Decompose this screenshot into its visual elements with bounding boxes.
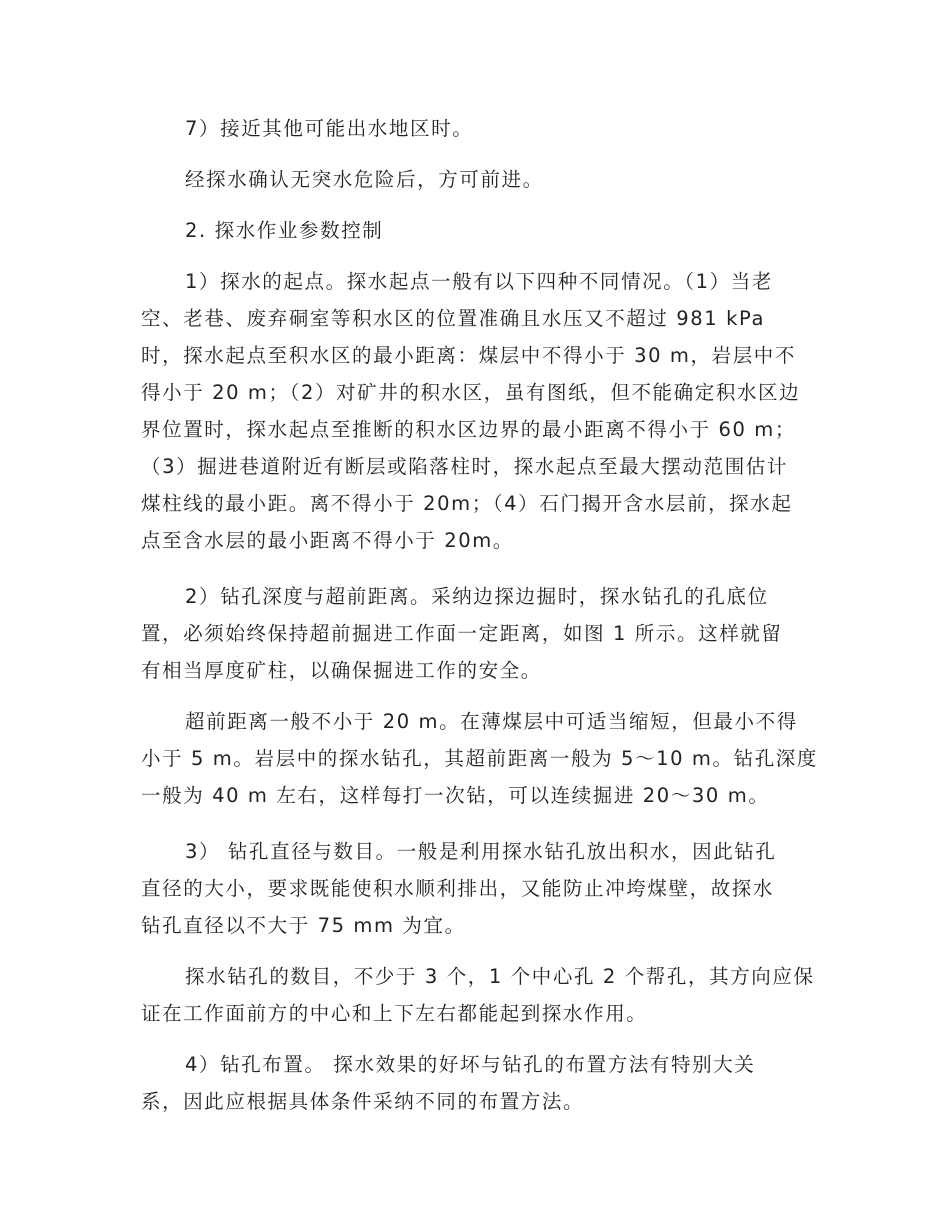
text-line: 超前距离一般不小于 20 m。在薄煤层中可适当缩短，但最小不得 — [185, 710, 798, 733]
text-line: 证在工作面前方的中心和上下左右都能起到探水作用。 — [141, 1002, 648, 1025]
paragraph-start-point — [141, 263, 811, 559]
text-line: （3）掘进巷道附近有断层或陷落柱时，探水起点至最大摆动范围估计 — [141, 455, 789, 478]
paragraph-confirm-no-water — [141, 161, 811, 198]
paragraph-advance-distance — [141, 703, 819, 814]
text-line: 界位置时，探水起点至推断的积水区边界的最小距离不得小于 60 m； — [141, 418, 797, 441]
text-line: 2. 探水作业参数控制 — [185, 219, 384, 242]
text-line: 置，必须始终保持超前掘进工作面一定距离，如图 1 所示。这样就留 — [141, 622, 783, 645]
text-line: 1）探水的起点。探水起点一般有以下四种不同情况。（1）当老 — [185, 270, 773, 293]
text-line: 探水钻孔的数目，不少于 3 个，1 个中心孔 2 个帮孔，其方向应保 — [185, 965, 815, 988]
text-line: 直径的大小，要求既能使积水顺利排出，又能防止冲垮煤壁，故探水 — [141, 877, 775, 900]
text-line: 煤柱线的最小距。离不得小于 20m；（4）石门揭开含水层前，探水起 — [141, 492, 793, 515]
text-line: 时，探水起点至积水区的最小距离：煤层中不得小于 30 m，岩层中不 — [141, 344, 797, 367]
text-line: 空、老巷、废弃硐室等积水区的位置准确且水压又不超过 981 kPa — [141, 307, 766, 330]
text-line: 系，因此应根据具体条件采纳不同的布置方法。 — [141, 1090, 585, 1113]
paragraph-drill-layout — [141, 1046, 811, 1120]
paragraph-drill-count — [141, 958, 815, 1032]
paragraph-drill-depth — [141, 578, 811, 689]
text-line: 有相当厚度矿柱，以确保掘进工作的安全。 — [141, 659, 542, 682]
text-line: 钻孔直径以不大于 75 mm 为宜。 — [141, 914, 466, 937]
text-line: 2）钻孔深度与超前距离。采纳边探边掘时，探水钻孔的孔底位 — [185, 585, 769, 608]
paragraph-drill-diameter — [141, 833, 811, 944]
text-line: 7）接近其他可能出水地区时。 — [185, 117, 474, 140]
text-line: 3） 钻孔直径与数目。一般是利用探水钻孔放出积水，因此钻孔 — [185, 840, 777, 863]
text-line: 小于 5 m。岩层中的探水钻孔，其超前距离一般为 5～10 m。钻孔深度 — [141, 747, 819, 770]
text-line: 经探水确认无突水危险后，方可前进。 — [185, 168, 544, 191]
section-heading — [141, 212, 811, 249]
paragraph-item-7 — [141, 110, 811, 147]
text-line: 一般为 40 m 左右，这样每打一次钻，可以连续掘进 20～30 m。 — [141, 784, 770, 807]
text-line: 4）钻孔布置。 探水效果的好坏与钻孔的布置方法有特别大关 — [185, 1053, 756, 1076]
text-line: 点至含水层的最小距离不得小于 20m。 — [141, 529, 514, 552]
text-line: 得小于 20 m；（2）对矿井的积水区，虽有图纸，但不能确定积水区边 — [141, 381, 801, 404]
